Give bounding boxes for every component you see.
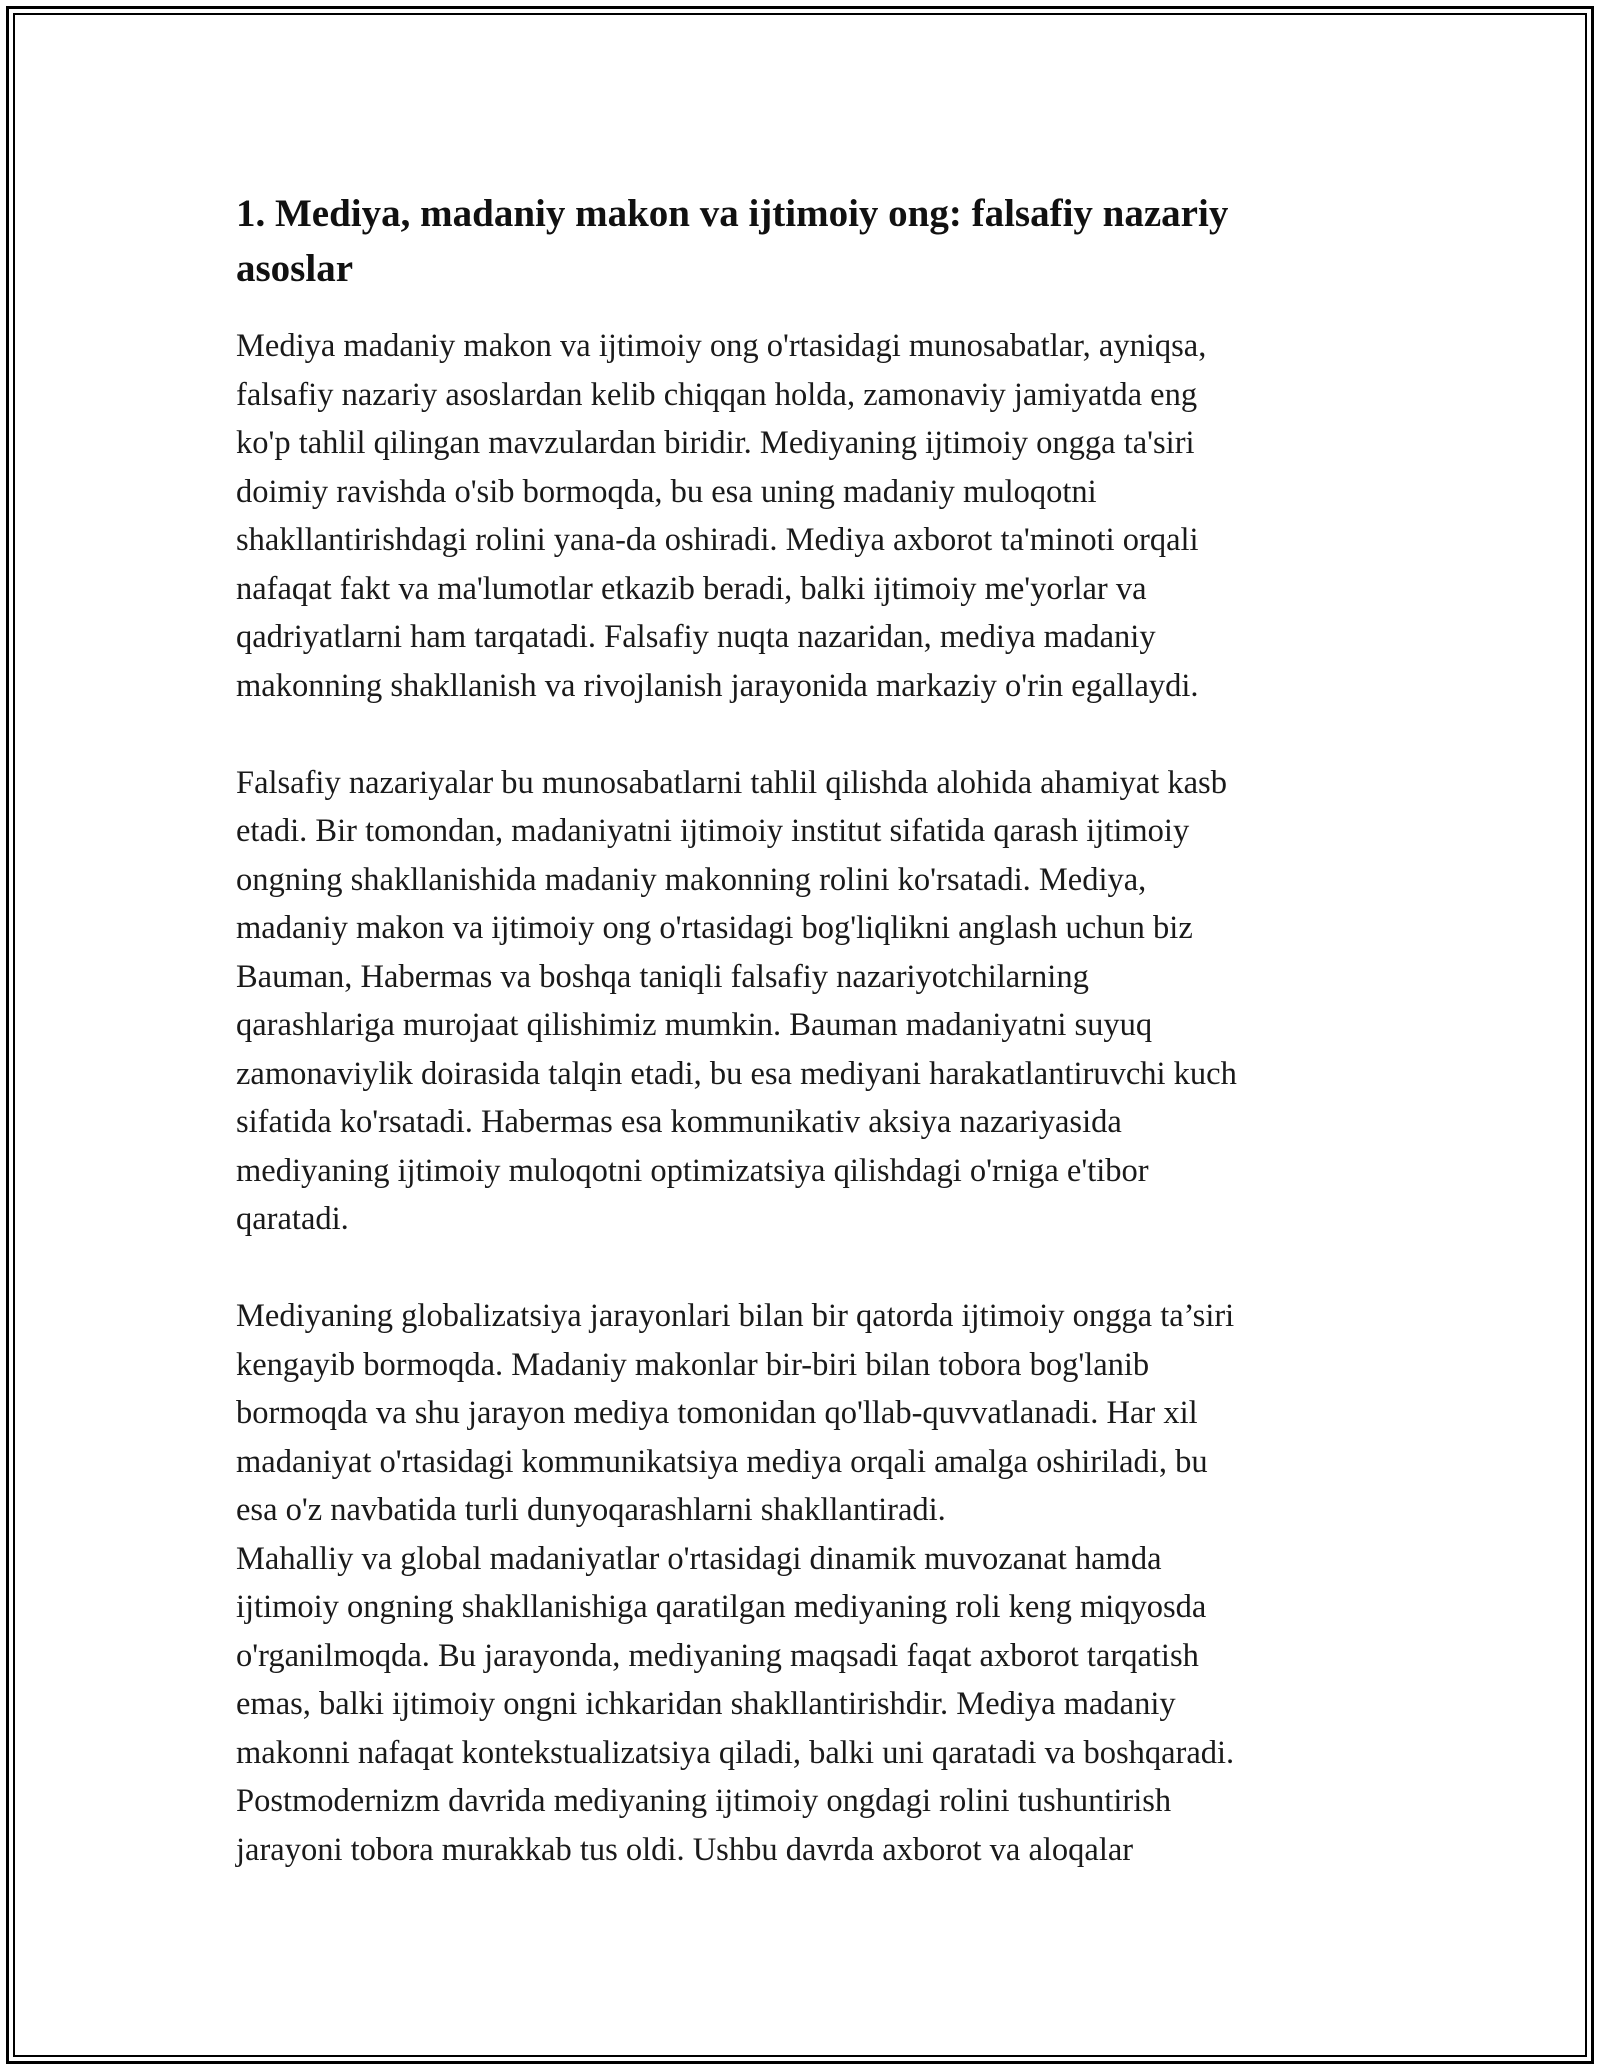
paragraph-2 [236,759,1386,1244]
text-line: bormoqda va shu jarayon mediya tomonidan qo'llab-quvvatlanadi. Har xil [236,1395,1198,1431]
heading-line: asoslar [236,247,353,290]
text-line: zamonaviylik doirasida talqin etadi, bu esa mediyani harakatlantiruvchi kuch [236,1055,1237,1092]
text-line: mediyaning ijtimoiy muloqotni optimizatsiya qilishdagi o'rniga e'tibor [236,1152,1149,1189]
text-line: emas, balki ijtimoiy ongni ichkaridan shakllantirishdir. Mediya madaniy [236,1686,1176,1722]
text-line: Mediyaning globalizatsiya jarayonlari bilan bir qatorda ijtimoiy ongga ta’siri [236,1298,1235,1334]
text-line: makonning shakllanish va rivojlanish jarayonida markaziy o'rin egallaydi. [236,667,1199,704]
text-line: kengayib bormoqda. Madaniy makonlar bir-biri bilan tobora bog'lanib [236,1346,1150,1383]
text-line: shakllantirishdagi rolini yana-da oshiradi. Mediya axborot ta'minoti orqali [236,522,1199,558]
heading-line: 1. Mediya, madaniy makon va ijtimoiy ong: falsafiy nazariy [236,192,1229,235]
text-line: qaratadi. [236,1201,349,1237]
text-line: ko'p tahlil qilingan mavzulardan biridir. Mediyaning ijtimoiy ongga ta'siri [236,425,1195,461]
text-line: o'rganilmoqda. Bu jarayonda, mediyaning maqsadi faqat axborot tarqatish [236,1637,1199,1674]
text-line: qadriyatlarni ham tarqatadi. Falsafiy nuqta nazaridan, mediya madaniy [236,619,1156,655]
text-line: nafaqat fakt va ma'lumotlar etkazib beradi, balki ijtimoiy me'yorlar va [236,570,1147,607]
text-line: esa o'z navbatida turli dunyoqarashlarni shakllantiradi. [236,1492,946,1528]
section-heading [236,186,1386,296]
text-line: madaniy makon va ijtimoiy ong o'rtasidagi bog'liqlikni anglash uchun biz [236,910,1193,946]
text-line: sifatida ko'rsatadi. Habermas esa kommunikativ aksiya nazariyasida [236,1104,1122,1140]
text-line: Bauman, Habermas va boshqa taniqli falsafiy nazariyotchilarning [236,958,1089,995]
text-line: Postmodernizm davrida mediyaning ijtimoiy ongdagi rolini tushuntirish [236,1783,1172,1819]
text-line: ongning shakllanishida madaniy makonning rolini ko'rsatadi. Mediya, [236,861,1147,898]
text-line: etadi. Bir tomondan, madaniyatni ijtimoiy institut sifatida qarash ijtimoiy [236,813,1190,849]
text-line: doimiy ravishda o'sib bormoqda, bu esa uning madaniy muloqotni [236,473,1097,510]
text-line: ijtimoiy ongning shakllanishiga qaratilgan mediyaning roli keng miqyosda [236,1589,1207,1625]
paragraph-gap [236,1244,1386,1293]
document-body [236,186,1386,1874]
paragraph-gap [236,710,1386,759]
text-line: falsafiy nazariy asoslardan kelib chiqqan holda, zamonaviy jamiyatda eng [236,376,1198,413]
text-line: qarashlariga murojaat qilishimiz mumkin. Bauman madaniyatni suyuq [236,1007,1153,1043]
text-line: Mediya madaniy makon va ijtimoiy ong o'rtasidagi munosabatlar, ayniqsa, [236,328,1207,364]
text-line: makonni nafaqat kontekstualizatsiya qiladi, balki uni qaratadi va boshqaradi. [236,1734,1235,1771]
text-line: Falsafiy nazariyalar bu munosabatlarni tahlil qilishda alohida ahamiyat kasb [236,764,1227,801]
paragraph-1 [236,322,1386,710]
text-line: jarayoni tobora murakkab tus oldi. Ushbu davrda axborot va aloqalar [236,1831,1134,1868]
paragraph-3 [236,1292,1386,1874]
text-line: Mahalliy va global madaniyatlar o'rtasidagi dinamik muvozanat hamda [236,1540,1162,1577]
text-line: madaniyat o'rtasidagi kommunikatsiya mediya orqali amalga oshiriladi, bu [236,1443,1208,1480]
